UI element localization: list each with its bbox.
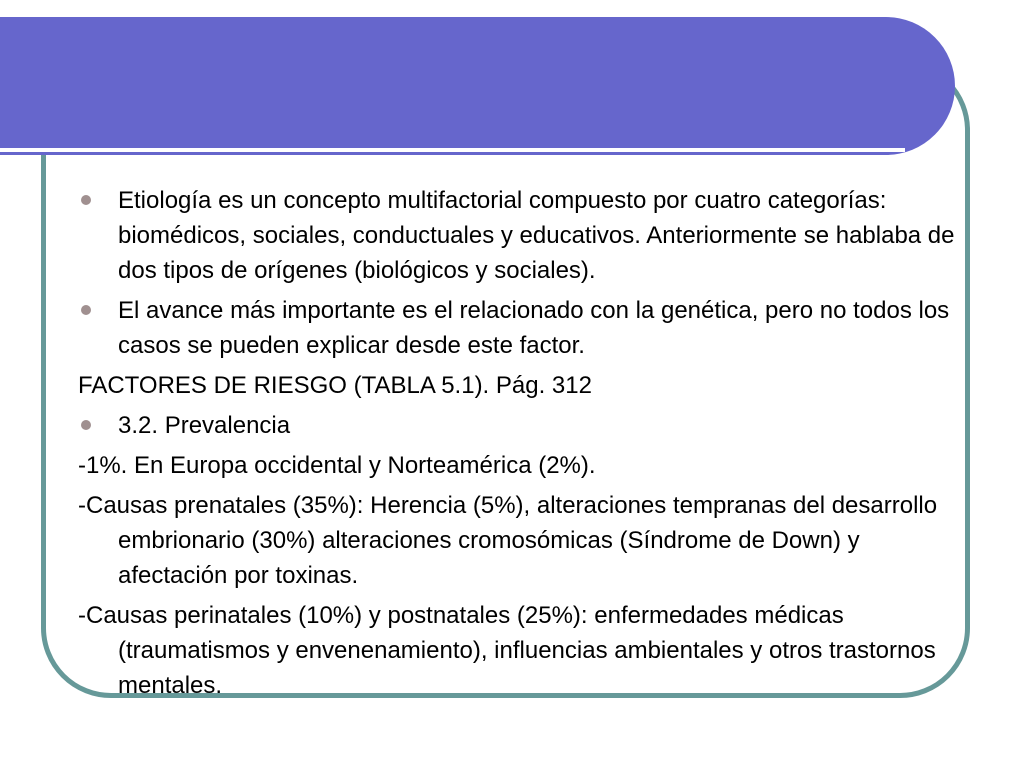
causas-perinatales-line: -Causas perinatales (10%) y postnatales (25%): enfermedades médicas (traumatismos y envenenamiento), influencias ambientales y otros trastornos mentales. [78, 602, 936, 699]
bullet-text: 3.2. Prevalencia [118, 412, 291, 439]
factores-riesgo-line: FACTORES DE RIESGO (TABLA 5.1). Pág. 312 [78, 372, 592, 399]
bullet-dot-icon [81, 420, 91, 430]
bullet-item-etiologia [78, 183, 958, 288]
bullet-dot-icon [81, 195, 91, 205]
bullet-text: El avance más importante es el relacionado con la genética, pero no todos los casos se pueden explicar desde este factor. [118, 297, 950, 359]
banner-divider-line [0, 148, 905, 152]
bullet-item-prevalencia [78, 408, 958, 443]
causas-prenatales-line: -Causas prenatales (35%): Herencia (5%), alteraciones tempranas del desarrollo embrionario (30%) alteraciones cromosómicas (Síndrome de Down) y afectación por toxinas. [78, 492, 938, 589]
slide-content [78, 183, 958, 708]
bullet-dot-icon [81, 305, 91, 315]
prevalencia-europa-line: -1%. En Europa occidental y Norteamérica (2%). [78, 452, 596, 479]
title-banner [0, 17, 955, 155]
bullet-item-genetica [78, 293, 958, 363]
bullet-text: Etiología es un concepto multifactorial compuesto por cuatro categorías: biomédicos, sociales, conductuales y educativos. Anteriormente se hablaba de dos tipos de orígenes (biológicos y sociales). [118, 187, 955, 284]
